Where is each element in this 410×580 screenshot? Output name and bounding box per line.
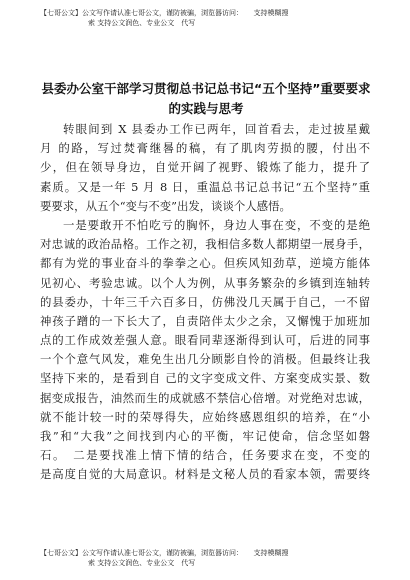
body-line: 要要求，从五个“变与不变”出发，谈谈个人感悟。	[40, 198, 291, 213]
body-line: 石。 二是要找准上情下情的结合，任务要求在变，不变的	[40, 448, 370, 463]
body-line: 点的工作成效差强人意。眼看同辈逐渐得到认可，后进的同事	[40, 333, 370, 348]
body-line: 坚持下来的，是看到自 己的文字变成文件、方案变成实景、数	[40, 371, 370, 386]
header-line-1: 【七哥公文】公文写作请认准七哥公文，谨防被骗，浏览器访问： 支持模糊搜	[40, 9, 289, 17]
body-line: 据变成报告，油然而生的成就感不禁信心倍增。对党绝对忠诚，	[40, 390, 370, 405]
body-line: 一是要敢开不怕吃亏的胸怀，身边人事在变，不变的是绝	[63, 217, 370, 232]
body-line: 对忠诚的政治品格。工作之初，我相信多数人都期望一展身手，	[40, 237, 370, 252]
footer-line-1: 【七哥公文】公文写作请认准七哥公文，谨防被骗，浏览器访问： 支持模糊搜	[40, 549, 289, 557]
body-line: 都有为党的事业奋斗的拳拳之心。但疾风知劲草，逆境方能体	[40, 256, 370, 271]
footer-line-2: 索 支持公文润色、专业公文 代写	[88, 559, 196, 567]
body-line: 月 的路，写过焚膏继晷的稿，有了肌肉劳损的腰，付出不	[40, 141, 370, 156]
header-line-2: 索 支持公文润色、专业公文 代写	[88, 19, 196, 27]
body-line: 我”和“大我”之间找到内心的平衡，牢记使命，信念坚如磐	[40, 429, 370, 443]
body-line: 就不能计较一时的荣辱得失，应始终感恩组织的培养，在“小	[40, 409, 370, 424]
body-line: 转眼间到 X 县委办工作已两年，回首看去，走过披星戴	[63, 122, 370, 136]
body-line: 素质。又是一年 5 月 8 日，重温总书记总书记“五个坚持”重	[40, 179, 370, 194]
body-line: 一个个意气风发，难免生出几分顾影自怜的消极。但最终让我	[40, 352, 370, 367]
document-title-line-2: 的实践与思考	[168, 101, 244, 116]
document-title-line-1: 县委办公室干部学习贯彻总书记总书记“五个坚持”重要要求	[41, 81, 371, 96]
header-banner	[40, 8, 380, 28]
footer-banner	[40, 548, 380, 568]
body-line: 少，但在领导身边，自觉开阔了视野、锻炼了能力，提升了	[40, 160, 370, 175]
body-line: 是高度自觉的大局意识。材料是文秘人员的看家本领，需要终	[40, 467, 370, 482]
body-line: 见初心、考验忠诚。以个人为例，从事务繁杂的乡镇到连轴转	[40, 275, 370, 290]
body-line: 神孩子蹭的一下长大了，自责陪伴太少之余，又懈愧于加班加	[40, 313, 370, 328]
document-body	[40, 120, 370, 485]
body-line: 的县委办，十年三千六百多日，仿佛没几天属于自己，一不留	[40, 294, 370, 309]
